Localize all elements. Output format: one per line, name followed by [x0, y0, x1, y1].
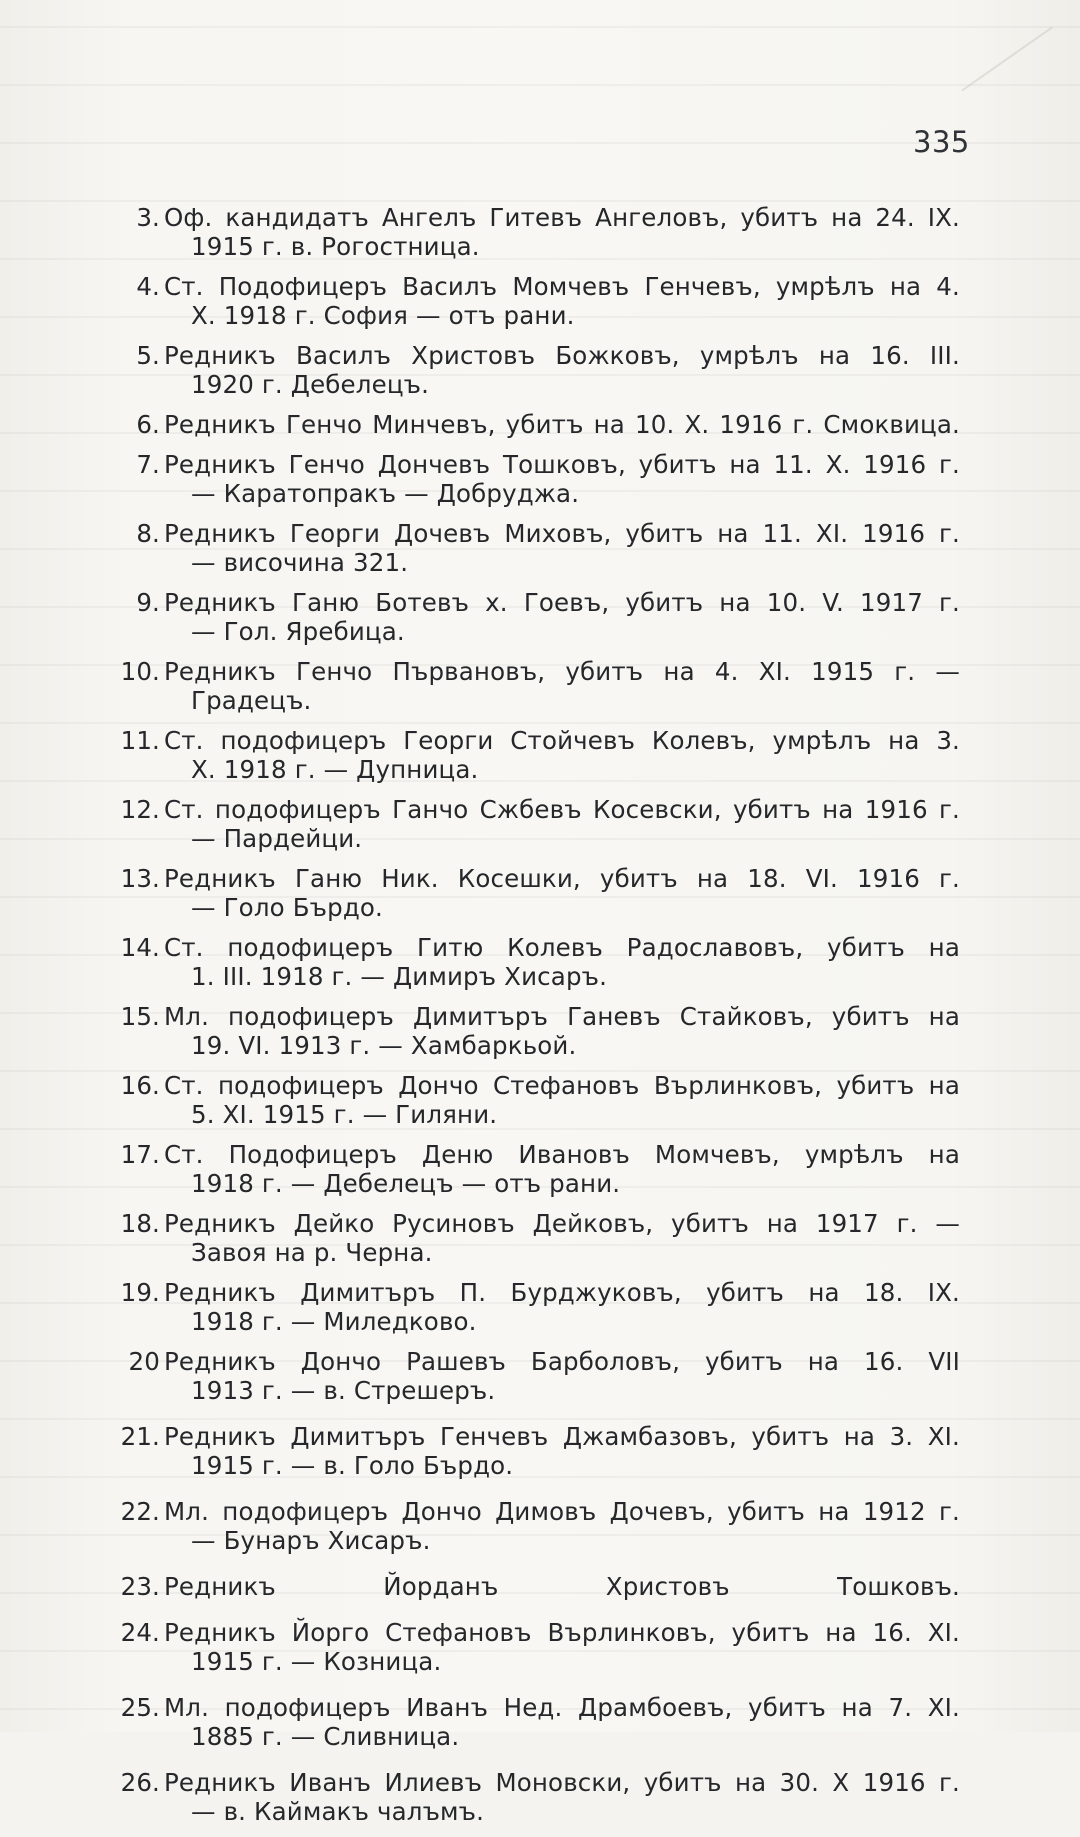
entry-line: — в. Каймакъ чалъмъ. — [191, 1797, 485, 1826]
list-item — [108, 1618, 960, 1676]
entry-number: 7. — [136, 450, 160, 479]
entry-line: 1915 г. — Козница. — [191, 1647, 442, 1676]
entry-number: 21. — [120, 1422, 160, 1451]
entry-line: Редникъ Дончо Рашевъ Барболовъ, убитъ на 16. VII — [164, 1347, 960, 1376]
entry-number: 22. — [120, 1497, 160, 1526]
entry-number: 9. — [136, 588, 160, 617]
list-item — [108, 1278, 960, 1336]
list-item — [108, 1422, 960, 1480]
list-item — [108, 1572, 960, 1601]
entry-line: Мл. подофицеръ Иванъ Нед. Драмбоевъ, убитъ на 7. XI. — [164, 1693, 960, 1722]
entry-line: — Бунаръ Хисаръ. — [191, 1526, 431, 1555]
entry-line: Редникъ Йорданъ Христовъ Тошковъ. — [164, 1572, 960, 1601]
entry-line: Редникъ Ганю Ник. Косешки, убитъ на 18. VI. 1916 г. — [164, 864, 960, 893]
entry-line: Ст. подофицеръ Георги Стойчевъ Колевъ, умрѣлъ на 3. — [164, 726, 960, 755]
entry-line: Редникъ Василъ Христовъ Божковъ, умрѣлъ на 16. III. — [164, 341, 960, 370]
list-item — [108, 795, 960, 853]
list-item — [108, 588, 960, 646]
entry-number: 10. — [120, 657, 160, 686]
entry-number: 11. — [120, 726, 160, 755]
entry-line: Ст. подофицеръ Гитю Колевъ Радославовъ, убитъ на — [164, 933, 960, 962]
list-item — [108, 410, 960, 439]
entry-line: Ст. Подофицеръ Деню Ивановъ Момчевъ, умрѣлъ на — [164, 1140, 960, 1169]
entry-line: X. 1918 г. София — отъ рани. — [191, 301, 575, 330]
entry-number: 4. — [136, 272, 160, 301]
entry-line: 19. VI. 1913 г. — Хамбаркьой. — [191, 1031, 577, 1060]
entry-line: Редникъ Димитъръ П. Бурджуковъ, убитъ на 18. IX. — [164, 1278, 960, 1307]
entry-line: Мл. подофицеръ Дончо Димовъ Дочевъ, убитъ на 1912 г. — [164, 1497, 960, 1526]
list-item — [108, 341, 960, 399]
entry-line: Редникъ Георги Дочевъ Миховъ, убитъ на 11. XI. 1916 г. — [164, 519, 960, 548]
entry-number: 20 — [128, 1347, 160, 1376]
entry-number: 24. — [120, 1618, 160, 1647]
entry-line: 1920 г. Дебелецъ. — [191, 370, 430, 399]
entry-line: — Пардейци. — [191, 824, 363, 853]
entry-line: Редникъ Димитъръ Генчевъ Джамбазовъ, убитъ на 3. XI. — [164, 1422, 960, 1451]
list-item — [108, 203, 960, 261]
entry-line: Редникъ Ганю Ботевъ х. Гоевъ, убитъ на 10. V. 1917 г. — [164, 588, 960, 617]
list-item — [108, 450, 960, 508]
entry-number: 6. — [136, 410, 160, 439]
entry-line: — височина 321. — [191, 548, 409, 577]
list-item — [108, 1497, 960, 1555]
entry-line: Редникъ Иванъ Илиевъ Моновски, убитъ на 30. X 1916 г. — [164, 1768, 960, 1797]
entry-number: 16. — [120, 1071, 160, 1100]
entry-line: Ст. подофицеръ Дончо Стефановъ Върлинковъ, убитъ на — [164, 1071, 960, 1100]
entry-number: 19. — [120, 1278, 160, 1307]
entry-line: 1885 г. — Сливница. — [191, 1722, 460, 1751]
entry-line: 1918 г. — Дебелецъ — отъ рани. — [191, 1169, 621, 1198]
entry-line: — Голо Бърдо. — [191, 893, 383, 922]
list-item — [108, 519, 960, 577]
entry-line: — Гол. Яребица. — [191, 617, 405, 646]
entry-line: Завоя на р. Черна. — [191, 1238, 433, 1267]
entry-number: 14. — [120, 933, 160, 962]
entry-line: — Каратопракъ — Добруджа. — [191, 479, 580, 508]
entry-number: 26. — [120, 1768, 160, 1797]
entry-line: 1918 г. — Миледково. — [191, 1307, 477, 1336]
entry-line: Редникъ Йорго Стефановъ Върлинковъ, убитъ на 16. XI. — [164, 1618, 960, 1647]
list-item — [108, 1071, 960, 1129]
entry-line: Ст. Подофицеръ Василъ Момчевъ Генчевъ, умрѣлъ на 4. — [164, 272, 960, 301]
list-item — [108, 1209, 960, 1267]
entry-number: 25. — [120, 1693, 160, 1722]
entry-line: Редникъ Генчо Минчевъ, убитъ на 10. X. 1916 г. Смоквица. — [164, 410, 960, 439]
paper-crease-mark — [961, 27, 1052, 92]
list-item — [108, 1140, 960, 1198]
list-item — [108, 272, 960, 330]
list-item — [108, 1347, 960, 1405]
entry-number: 5. — [136, 341, 160, 370]
entry-line: Мл. подофицеръ Димитъръ Ганевъ Стайковъ, убитъ на — [164, 1002, 960, 1031]
entry-number: 18. — [120, 1209, 160, 1238]
list-item — [108, 1693, 960, 1751]
entry-number: 8. — [136, 519, 160, 548]
entry-number: 12. — [120, 795, 160, 824]
entry-line: Оф. кандидатъ Ангелъ Гитевъ Ангеловъ, убитъ на 24. IX. — [164, 203, 960, 232]
entry-number: 3. — [136, 203, 160, 232]
entry-line: Градецъ. — [191, 686, 312, 715]
page-number: 335 — [913, 125, 970, 159]
list-item — [108, 933, 960, 991]
entry-line: 5. XI. 1915 г. — Гиляни. — [191, 1100, 498, 1129]
list-item — [108, 657, 960, 715]
entry-number: 13. — [120, 864, 160, 893]
entry-line: 1915 г. в. Рогостница. — [191, 232, 480, 261]
entry-line: 1915 г. — в. Голо Бърдо. — [191, 1451, 514, 1480]
entry-line: 1. III. 1918 г. — Димиръ Хисаръ. — [191, 962, 608, 991]
entry-number: 17. — [120, 1140, 160, 1169]
entry-line: Редникъ Дейко Русиновъ Дейковъ, убитъ на 1917 г. — — [164, 1209, 960, 1238]
entry-line: 1913 г. — в. Стрешеръ. — [191, 1376, 496, 1405]
list-item — [108, 1002, 960, 1060]
entry-line: Редникъ Генчо Дончевъ Тошковъ, убитъ на 11. X. 1916 г. — [164, 450, 960, 479]
entry-line: X. 1918 г. — Дупница. — [191, 755, 479, 784]
list-item — [108, 864, 960, 922]
memorial-entry-list — [108, 203, 960, 1837]
list-item — [108, 726, 960, 784]
entry-line: Редникъ Генчо Първановъ, убитъ на 4. XI. 1915 г. — — [164, 657, 960, 686]
entry-number: 15. — [120, 1002, 160, 1031]
entry-number: 23. — [120, 1572, 160, 1601]
list-item — [108, 1768, 960, 1826]
entry-line: Ст. подофицеръ Ганчо Сжбевъ Косевски, убитъ на 1916 г. — [164, 795, 960, 824]
